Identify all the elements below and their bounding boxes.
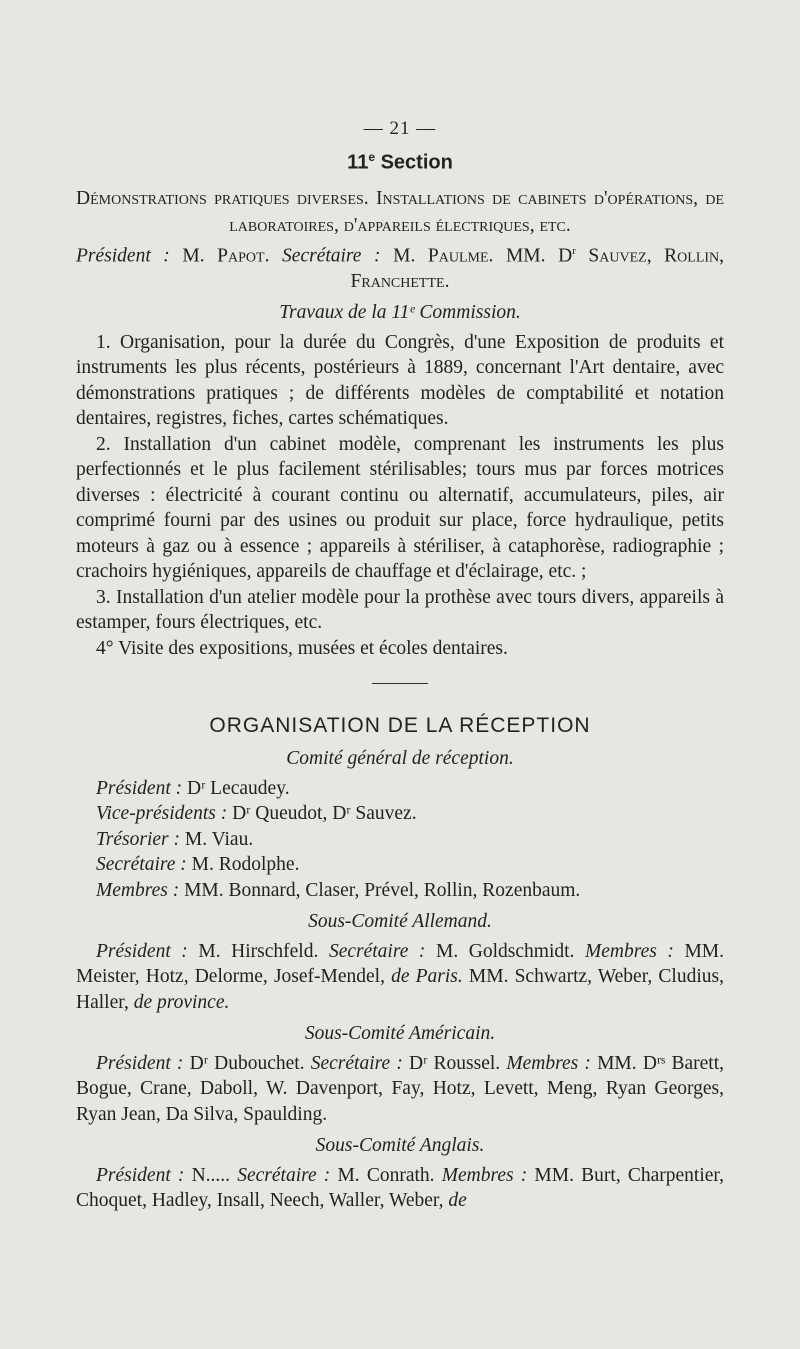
american-committee-text [76, 1051, 724, 1128]
section-number: 11 [347, 151, 369, 174]
president-name: M. Papot. [182, 245, 270, 267]
reception-title: ORGANISATION DE LA RÉCEPTION [209, 714, 591, 738]
german-committee-title: Sous-Comité Allemand. [308, 911, 492, 933]
item-4: 4° Visite des expositions, musées et écoles dentaires. [96, 637, 508, 659]
members-names: Sauvez, Rollin, Franchette. [350, 245, 725, 292]
english-members-value: MM. Burt, Charpentier, Choquet, Hadley, Insall, Neech, Waller, Weber, [76, 1164, 724, 1212]
general-treasurer-value: M. Viau. [184, 828, 254, 850]
section-heading: Démonstrations pratiques diverses. Installations de cabinets d'opérations, de laboratoires, d'appareils électriques, etc. [76, 187, 724, 236]
american-president-value: Dʳ Dubouchet. [189, 1052, 305, 1074]
general-secretary-value: M. Rodolphe. [191, 854, 300, 876]
general-vice [76, 801, 724, 827]
general-members [76, 878, 724, 904]
american-secretary-value: Dʳ Roussel. [409, 1052, 501, 1074]
general-members-label: Membres : [96, 879, 180, 901]
commission-title: Travaux de la 11ᵉ Commission. [279, 302, 521, 324]
german-members-paris: MM. Meister, Hotz, Delorme, Josef-Mendel, [76, 940, 725, 988]
american-committee-title: Sous-Comité Américain. [304, 1023, 496, 1045]
american-members-label: Membres : [506, 1052, 591, 1074]
german-members-province: MM. Schwartz, Weber, Cludius, Haller, [76, 966, 724, 1013]
item-3: 3. Installation d'un atelier modèle pour la prothèse avec tours divers, appareils à estamper, fours électriques, etc. [76, 586, 724, 634]
american-president-label: Président : [96, 1052, 184, 1074]
german-province-label: de province. [133, 991, 230, 1013]
secretary-label: Secrétaire : [282, 245, 381, 267]
section-officers [76, 239, 724, 295]
german-president-value: M. Hirschfeld. [198, 940, 319, 962]
page-number: — 21 — [363, 118, 437, 139]
american-secretary-label: Secrétaire : [310, 1052, 403, 1074]
english-secretary-value: M. Conrath. [337, 1164, 435, 1186]
general-secretary [76, 852, 724, 878]
german-president-label: Président : [96, 940, 188, 962]
general-vice-value: Dʳ Queudot, Dʳ Sauvez. [232, 803, 417, 825]
section-word: Section [380, 151, 453, 174]
english-president-label: Président : [96, 1164, 185, 1186]
general-treasurer [76, 827, 724, 853]
divider [372, 683, 428, 684]
english-members-label: Membres : [441, 1164, 528, 1186]
general-president [76, 776, 724, 802]
section-suffix: e [368, 150, 376, 164]
general-secretary-label: Secrétaire : [96, 854, 187, 876]
item-1: 1. Organisation, pour la durée du Congrès, d'une Exposition de produits et instruments les plus récents, postérieurs à 1889, concernant l'Art dentaire, avec démonstrations pratiques ; de différents modèles de comptabilité et notation dentaires, registres, fiches, cartes schématiques. [76, 331, 724, 430]
german-secretary-label: Secrétaire : [328, 940, 426, 962]
general-treasurer-label: Trésorier : [96, 828, 180, 850]
german-committee-text [76, 939, 724, 1016]
english-trailing: de [448, 1190, 467, 1212]
english-committee-text [76, 1163, 724, 1214]
general-president-value: Dʳ Lecaudey. [186, 777, 290, 799]
secretary-name: M. Paulme. [393, 245, 494, 267]
german-paris-label: de Paris. [391, 966, 463, 988]
american-members-value: MM. Dʳˢ Barett, Bogue, Crane, Daboll, W. Davenport, Fay, Hotz, Levett, Meng, Ryan Georges, Ryan Jean, Da Silva, Spaulding. [76, 1052, 724, 1125]
item-2: 2. Installation d'un cabinet modèle, comprenant les instruments les plus perfectionnés et le plus facilement stérilisables; tours mus par forces motrices diverses : électricité à courant continu ou alternatif, accumulateurs, piles, air comprimé fourni par des usines ou produit sur place, force hydraulique, petits moteurs à gaz ou à essence ; appareils à stériliser, à cataphorèse, radiographie ; crachoirs hygiéniques, appareils de chauffage et d'éclairage, etc. ; [76, 433, 724, 583]
general-vice-label: Vice-présidents : [96, 803, 228, 825]
general-president-label: Président : [96, 777, 183, 799]
german-members-label: Membres : [584, 940, 674, 962]
english-committee-title: Sous-Comité Anglais. [315, 1135, 485, 1157]
members-sup: r [572, 244, 576, 257]
members-prefix: MM. D [505, 245, 573, 267]
section-title [76, 150, 724, 175]
german-secretary-value: M. Goldschmidt. [436, 940, 575, 962]
president-label: Président : [76, 245, 170, 267]
english-president-value: N..... [191, 1164, 231, 1186]
general-members-value: MM. Bonnard, Claser, Prével, Rollin, Rozenbaum. [184, 879, 581, 901]
english-secretary-label: Secrétaire : [237, 1164, 331, 1186]
general-committee-title: Comité général de réception. [286, 748, 514, 770]
